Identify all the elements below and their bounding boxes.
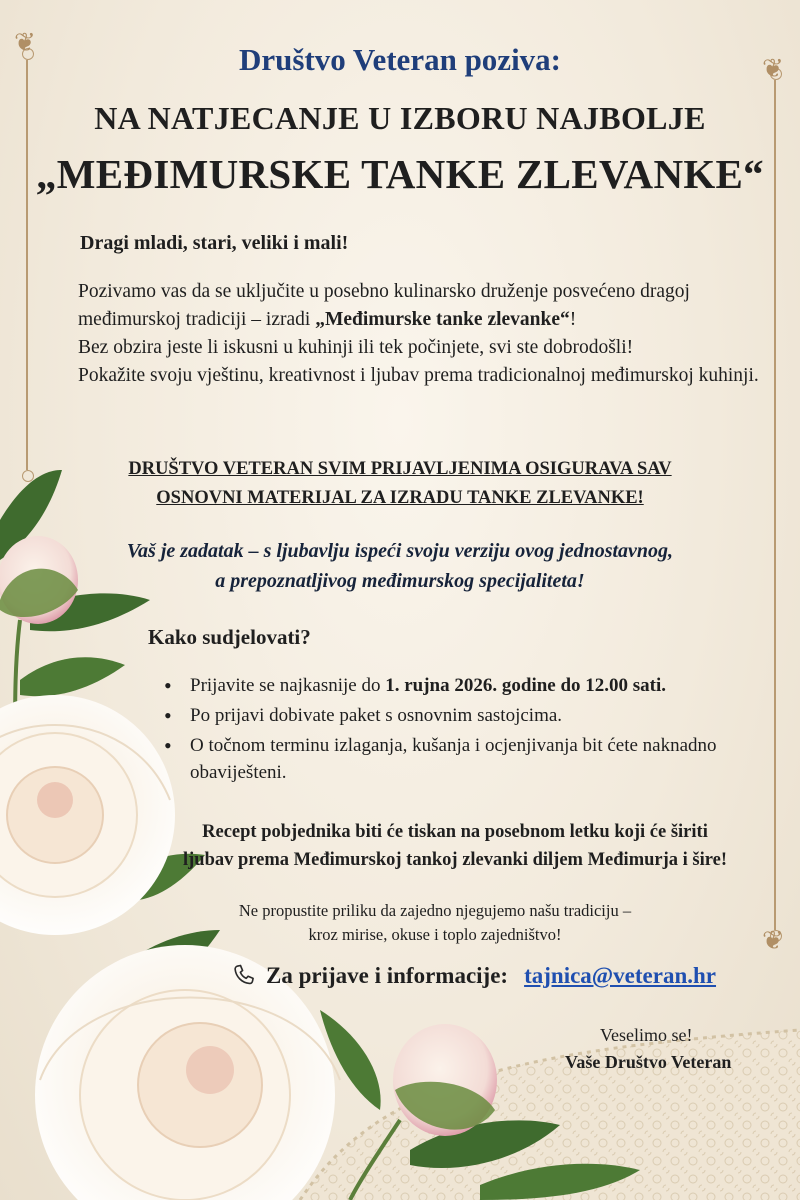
- deadline-text: 1. rujna 2026. godine do 12.00 sati.: [385, 675, 667, 696]
- greeting: Dragi mladi, stari, veliki i mali!: [80, 232, 349, 254]
- intro-bold-dish-name: „Međimurske tanke zlevanke“: [315, 309, 570, 330]
- task-line-1: Vaš je zadatak – s ljubavlju ispeći svoju verziju ovog jednostavnog,: [126, 540, 674, 562]
- list-item: [160, 732, 770, 786]
- headline-line-2: „MEĐIMURSKE TANKE ZLEVANKE“: [35, 151, 764, 197]
- contact-label: Za prijave i informacije:: [266, 963, 509, 988]
- fleur-ornament-icon: ❦: [14, 28, 36, 57]
- headline-line-1: NA NATJECANJE U IZBORU NAJBOLJE: [94, 100, 706, 136]
- signoff-signature: Vaše Društvo Veteran: [565, 1052, 732, 1072]
- winner-line-1: Recept pobjednika biti će tiskan na posebnom letku koji će širiti: [202, 822, 708, 842]
- fleur-ornament-icon: ❦: [762, 54, 784, 83]
- bullet-text: Prijavite se najkasnije do: [190, 675, 386, 696]
- closing-line-2: kroz mirise, okuse i toplo zajedništvo!: [308, 925, 562, 944]
- bullet-text: O točnom terminu izlaganja, kušanja i ocjenjivanja bit ćete naknadno obaviješteni.: [190, 735, 717, 783]
- how-to-participate-title: Kako sudjelovati?: [148, 625, 311, 649]
- contact-email-link[interactable]: tajnica@veteran.hr: [524, 963, 717, 988]
- intro-text-1-end: !: [569, 309, 577, 330]
- signoff-line-1: Veselimo se!: [600, 1025, 693, 1045]
- contact-line: [230, 962, 716, 990]
- task-line-2: a prepoznatljivog međimurskog specijaliteta!: [215, 570, 585, 592]
- intro-text-1: Pozivamo vas da se uključite u posebno kulinarsko druženje posvećeno dragoj međimurskoj tradiciji – izradi: [78, 281, 690, 330]
- notice-line-2: OSNOVNI MATERIJAL ZA IZRADU TANKE ZLEVANKE!: [156, 488, 644, 508]
- winner-line-2: ljubav prema Međimurskoj tankoj zlevanki diljem Međimurja i šire!: [182, 850, 727, 870]
- participation-list: [160, 672, 770, 789]
- intro-text-2: Bez obzira jeste li iskusni u kuhinji ili tek počinjete, svi ste dobrodošli!: [78, 337, 634, 358]
- poster-kicker: Društvo Veteran poziva:: [238, 42, 562, 77]
- intro-paragraph: [78, 278, 768, 390]
- list-item: [160, 672, 770, 699]
- closing-line-1: Ne propustite priliku da zajedno njegujemo našu tradiciju –: [238, 901, 632, 920]
- phone-icon: [230, 962, 258, 990]
- notice-line-1: DRUŠTVO VETERAN SVIM PRIJAVLJENIMA OSIGURAVA SAV: [128, 459, 672, 479]
- bullet-text: Po prijavi dobivate paket s osnovnim sastojcima.: [190, 705, 563, 726]
- list-item: [160, 702, 770, 729]
- intro-text-3: Pokažite svoju vještinu, kreativnost i ljubav prema tradicionalnoj međimurskoj kuhinji.: [78, 365, 759, 386]
- fleur-ornament-icon: ❦: [762, 926, 784, 955]
